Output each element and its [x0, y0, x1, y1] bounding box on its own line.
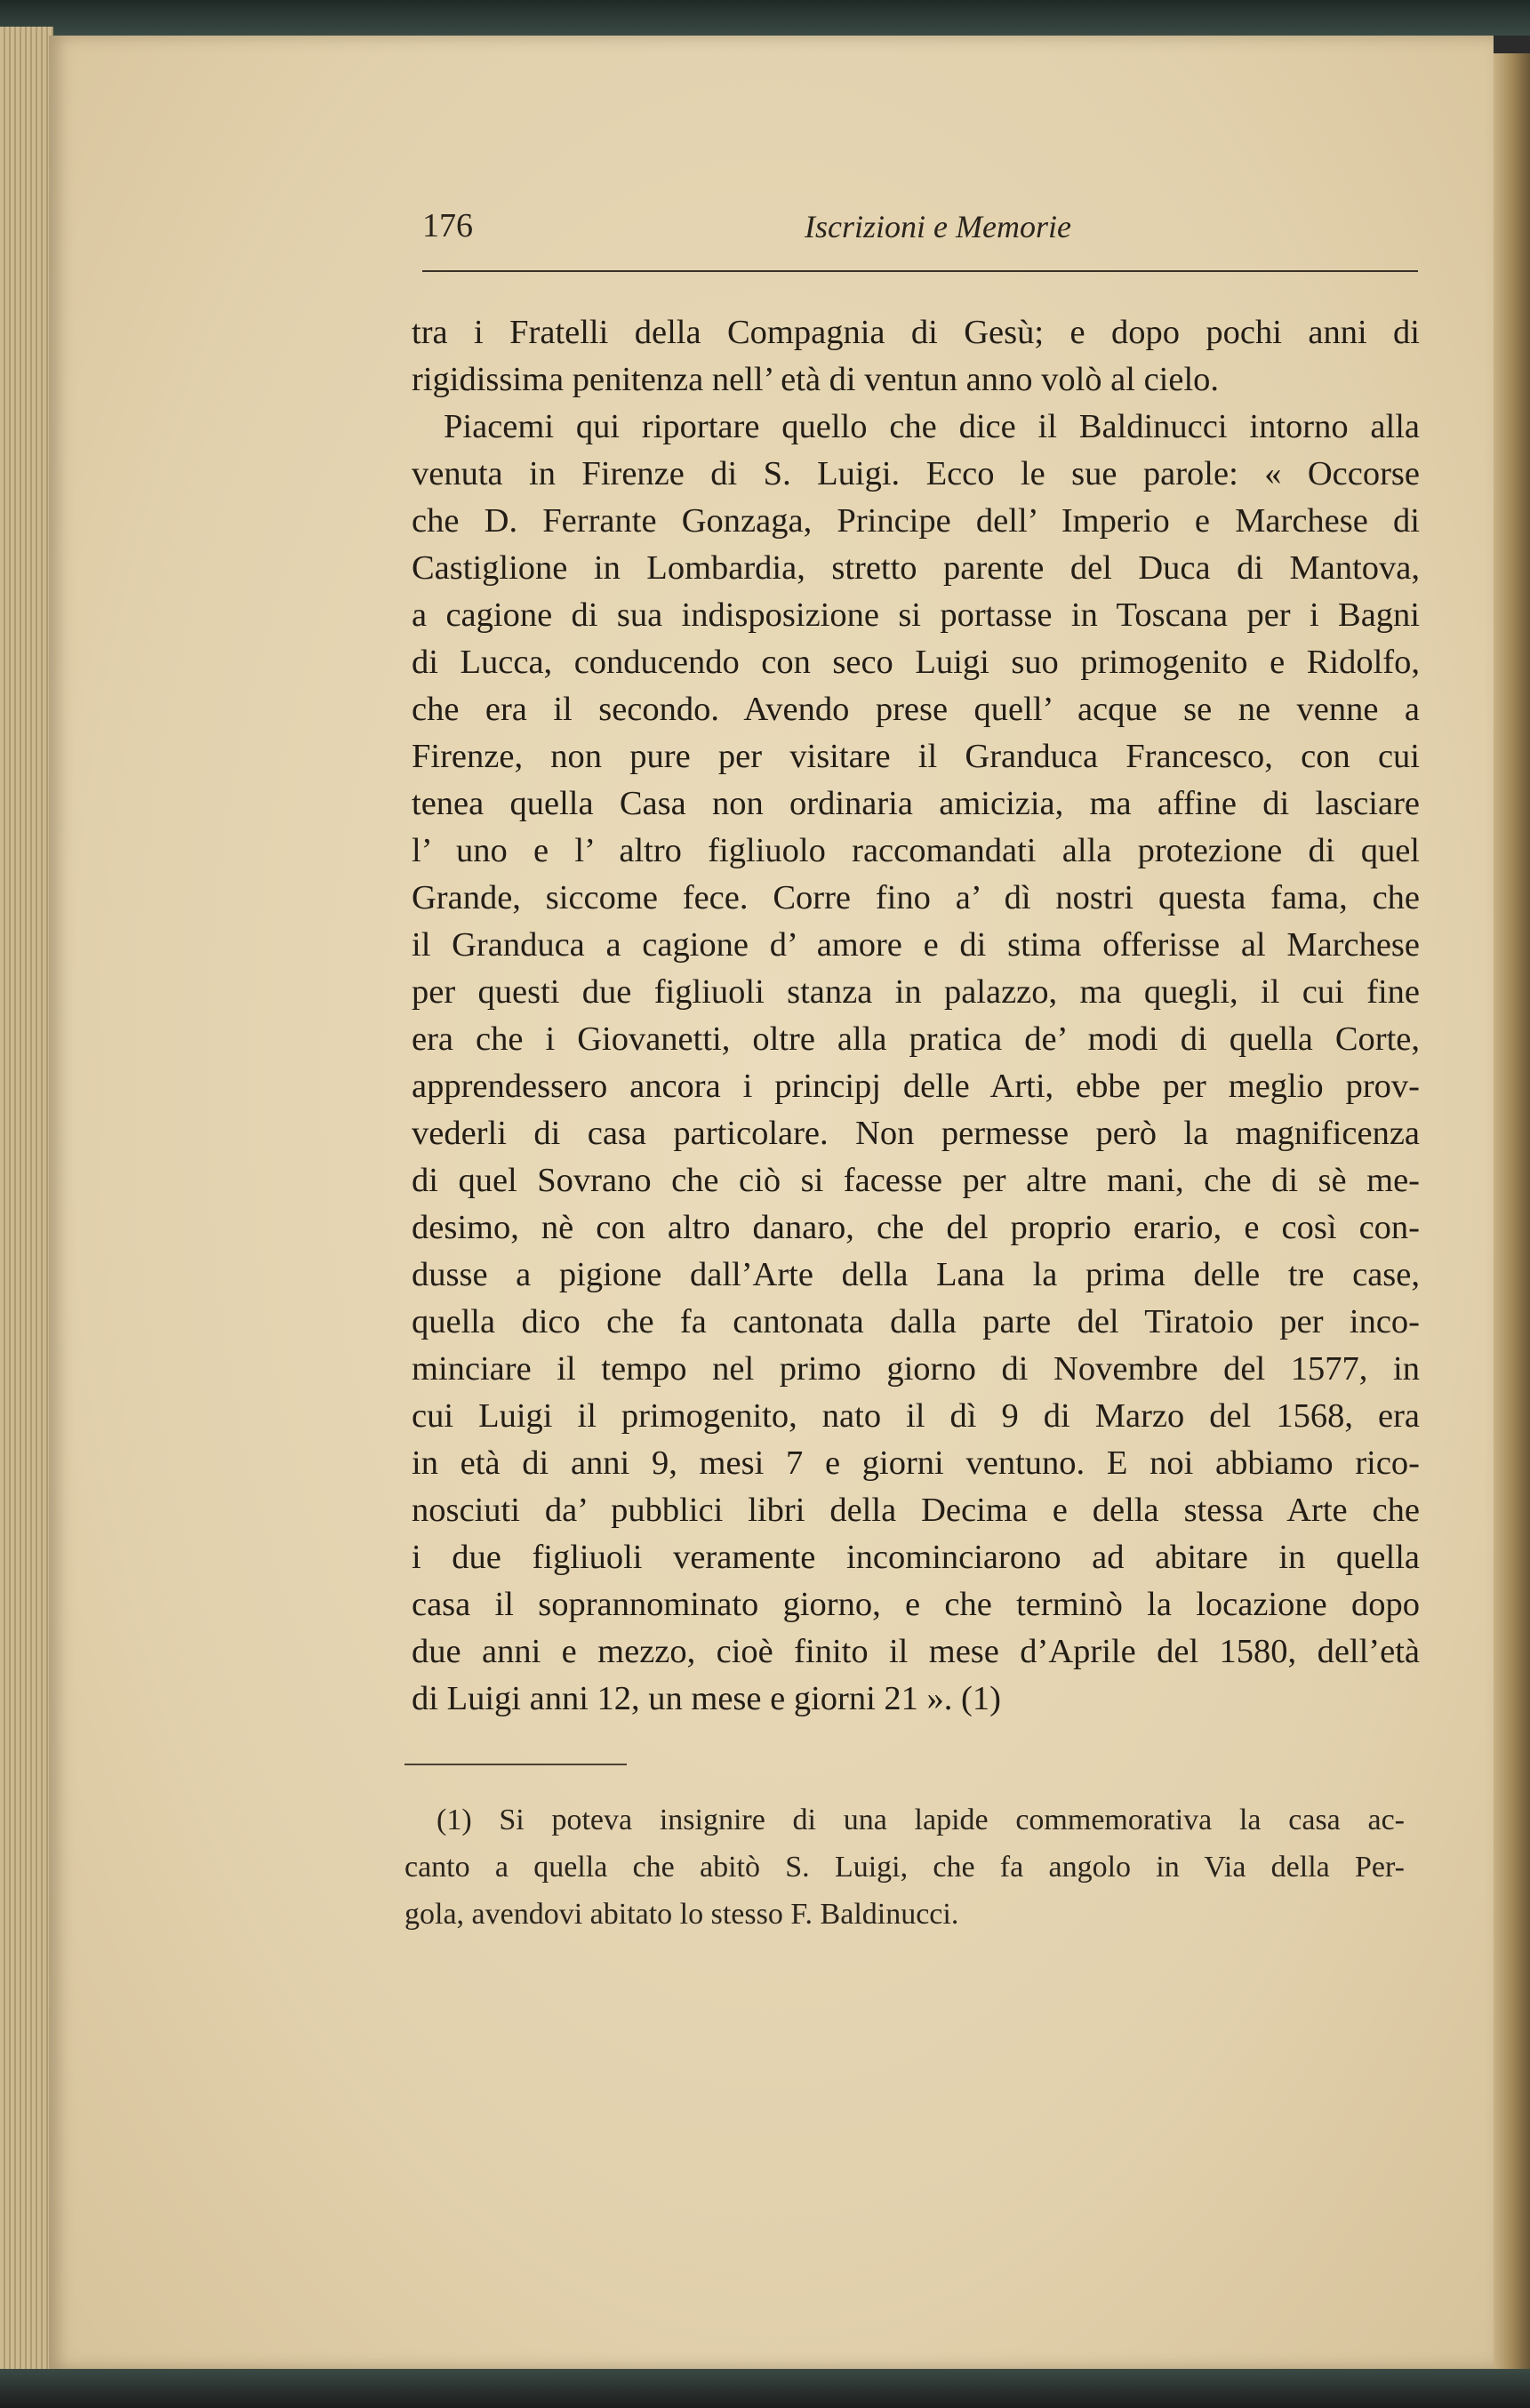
text-line: Firenze, non pure per visitare il Granduca Francesco, con cui: [412, 738, 1420, 775]
page-number: 176: [422, 207, 473, 244]
text-line: a cagione di sua indisposizione si portasse in Toscana per i Bagni: [412, 596, 1420, 634]
footnote-line: gola, avendovi abitato lo stesso F. Baldinucci.: [405, 1898, 959, 1931]
text-line: di quel Sovrano che ciò si facesse per altre mani, che di sè me-: [412, 1162, 1420, 1199]
body-text: [412, 309, 1420, 1723]
text-line: i due figliuoli veramente incominciarono ad abitare in quella: [412, 1539, 1420, 1576]
footnote: [405, 1799, 1405, 1940]
footnote-line: (1) Si poteva insignire di una lapide commemorativa la casa ac-: [437, 1804, 1405, 1836]
text-line: vederli di casa particolare. Non permesse però la magnificenza: [412, 1115, 1420, 1152]
footnote-rule: [405, 1764, 627, 1765]
text-line: di Luigi anni 12, un mese e giorni 21 ». (1): [412, 1680, 1001, 1717]
text-line: nosciuti da’ pubblici libri della Decima e della stessa Arte che: [412, 1492, 1420, 1529]
text-line: di Lucca, conducendo con seco Luigi suo primogenito e Ridolfo,: [412, 644, 1420, 681]
text-line: tenea quella Casa non ordinaria amicizia, ma affine di lasciare: [412, 785, 1420, 822]
text-line: Piacemi qui riportare quello che dice il Baldinucci intorno alla: [444, 408, 1420, 445]
scan-background-bottom: [0, 2369, 1530, 2408]
text-line: il Granduca a cagione d’ amore e di stima offerisse al Marchese: [412, 926, 1420, 964]
text-line: desimo, nè con altro danaro, che del proprio erario, e così con-: [412, 1209, 1420, 1246]
text-line: dusse a pigione dall’Arte della Lana la prima delle tre case,: [412, 1256, 1420, 1293]
text-line: due anni e mezzo, cioè finito il mese d’Aprile del 1580, dell’età: [412, 1633, 1420, 1670]
text-line: rigidissima penitenza nell’ età di ventun anno volò al cielo.: [412, 361, 1220, 398]
page-header: [422, 206, 1418, 260]
header-rule: [422, 270, 1418, 272]
text-line: quella dico che fa cantonata dalla parte del Tiratoio per inco-: [412, 1303, 1420, 1340]
text-line: in età di anni 9, mesi 7 e giorni ventuno. E noi abbiamo rico-: [412, 1444, 1420, 1482]
text-line: per questi due figliuoli stanza in palazzo, ma quegli, il cui fine: [412, 973, 1420, 1011]
book-page-edges: [0, 27, 53, 2373]
text-line: casa il soprannominato giorno, e che terminò la locazione dopo: [412, 1586, 1420, 1623]
text-line: venuta in Firenze di S. Luigi. Ecco le sue parole: « Occorse: [412, 455, 1420, 492]
footnote-line: canto a quella che abitò S. Luigi, che fa angolo in Via della Per-: [405, 1851, 1405, 1884]
text-line: che D. Ferrante Gonzaga, Principe dell’ Imperio e Marchese di: [412, 502, 1420, 540]
running-title: Iscrizioni e Memorie: [805, 209, 1071, 244]
book-page: [49, 36, 1494, 2369]
scan-background-top: [0, 0, 1530, 36]
text-line: minciare il tempo nel primo giorno di Novembre del 1577, in: [412, 1350, 1420, 1388]
text-line: che era il secondo. Avendo prese quell’ acque se ne venne a: [412, 691, 1420, 728]
text-line: era che i Giovanetti, oltre alla pratica de’ modi di quella Corte,: [412, 1020, 1420, 1058]
text-line: Castiglione in Lombardia, stretto parente del Duca di Mantova,: [412, 549, 1420, 587]
text-line: apprendessero ancora i principj delle Arti, ebbe per meglio prov-: [412, 1068, 1420, 1105]
text-line: tra i Fratelli della Compagnia di Gesù; e dopo pochi anni di: [412, 314, 1420, 351]
text-line: Grande, siccome fece. Corre fino a’ dì nostri questa fama, che: [412, 879, 1420, 916]
text-line: l’ uno e l’ altro figliuolo raccomandati alla protezione di quel: [412, 832, 1420, 869]
text-line: cui Luigi il primogenito, nato il dì 9 di Marzo del 1568, era: [412, 1397, 1420, 1435]
